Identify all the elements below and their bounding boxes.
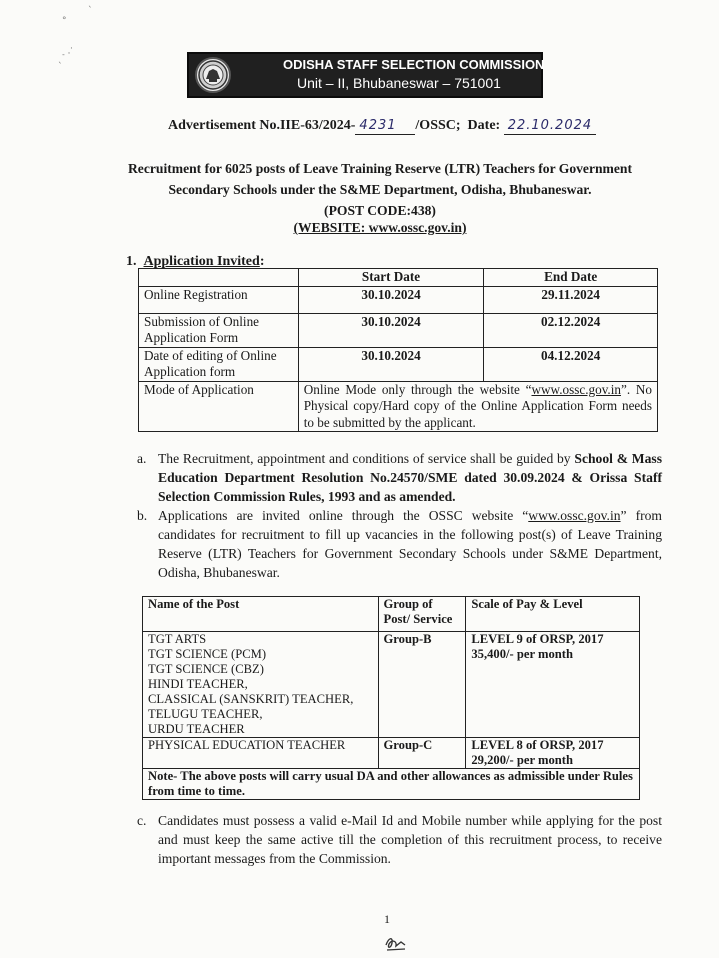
section-1-heading: 1. Application Invited: xyxy=(126,254,265,269)
title-line-1: Recruitment for 6025 posts of Leave Training Reserve (LTR) Teachers for Government xyxy=(127,161,633,176)
paragraph-b: b. Applications are invited online through the OSSC website “www.ossc.gov.in” from candidates for recruitment to fill up vacancies in the following post(s) of Leave Training Reserve (LTR) Teachers for Government Secondary Schools under S&ME Department, Odisha, Bhubaneswar. xyxy=(137,508,662,580)
table-row: Date of editing of Online Application form 30.10.2024 04.12.2024 xyxy=(139,347,658,381)
signature-initials-icon xyxy=(383,933,409,958)
application-dates-table xyxy=(138,268,658,432)
paragraph-c: c. Candidates must possess a valid e-Mail Id and Mobile number while applying for the post and must keep the same active till the completion of this recruitment process, to receive important messages from the Commission. xyxy=(137,813,662,866)
post-names-cell: TGT ARTS TGT SCIENCE (PCM) TGT SCIENCE (CBZ) HINDI TEACHER, CLASSICAL (SANSKRIT) TEACHER, TELUGU TEACHER, URDU TEACHER xyxy=(143,632,379,738)
post-code: (POST CODE:438) xyxy=(324,203,436,218)
table-row: Submission of Online Application Form 30.10.2024 02.12.2024 xyxy=(139,313,658,347)
org-name: ODISHA STAFF SELECTION COMMISSION xyxy=(283,57,545,72)
ossc-website-link[interactable]: www.ossc.gov.in xyxy=(531,381,621,397)
date-label: Date: xyxy=(467,118,501,133)
header-banner xyxy=(187,52,543,98)
posts-table xyxy=(142,596,640,800)
page-number: 1 xyxy=(384,912,390,926)
adv-number-handwritten: 4231 xyxy=(355,118,415,135)
table-note-row: Note- The above posts will carry usual DA and other allowances as admissible under Rules from time to time. xyxy=(143,769,640,800)
table-row: TGT ARTS TGT SCIENCE (PCM) TGT SCIENCE (CBZ) HINDI TEACHER, CLASSICAL (SANSKRIT) TEACHER, TELUGU TEACHER, URDU TEACHER Group-B LEVEL 9 of ORSP, 2017 35,400/- per month xyxy=(143,632,640,738)
table-header-row: Start Date End Date xyxy=(139,269,658,287)
title-line-2: Secondary Schools under the S&ME Department, Odisha, Bhubaneswar. xyxy=(168,182,592,197)
table-row: Online Registration 30.10.2024 29.11.2024 xyxy=(139,286,658,313)
website-title: (WEBSITE: www.ossc.gov.in) xyxy=(293,220,467,235)
ossc-website-link[interactable]: www.ossc.gov.in xyxy=(528,508,621,523)
table-row: PHYSICAL EDUCATION TEACHER Group-C LEVEL 8 of ORSP, 2017 29,200/- per month xyxy=(143,738,640,769)
commission-logo-icon xyxy=(195,57,231,93)
table-header-row: Name of the Post Group of Post/ Service Scale of Pay & Level xyxy=(143,597,640,632)
adv-date-handwritten: 22.10.2024 xyxy=(504,118,596,135)
paragraph-a: a. The Recruitment, appointment and conditions of service shall be guided by School & Mass Education Department Resolution No.24570/SME dated 30.09.2024 & Orissa Staff Selection Commission Rules, 1993 and as amended. xyxy=(137,451,662,504)
table-row: Mode of Application Online Mode only through the website “www.ossc.gov.in”. No Physical copy/Hard copy of the Online Application Form needs to be submitted by the applicant. xyxy=(139,381,658,432)
mode-of-application-text: Online Mode only through the website “www.ossc.gov.in”. No Physical copy/Hard copy of the Online Application Form needs to be submitted by the applicant. xyxy=(298,381,657,432)
org-address: Unit – II, Bhubaneswar – 751001 xyxy=(297,75,501,91)
adv-prefix: Advertisement No.IIE-63/2024- xyxy=(168,118,356,133)
adv-suffix: /OSSC; xyxy=(415,118,461,133)
advertisement-line xyxy=(168,118,596,135)
